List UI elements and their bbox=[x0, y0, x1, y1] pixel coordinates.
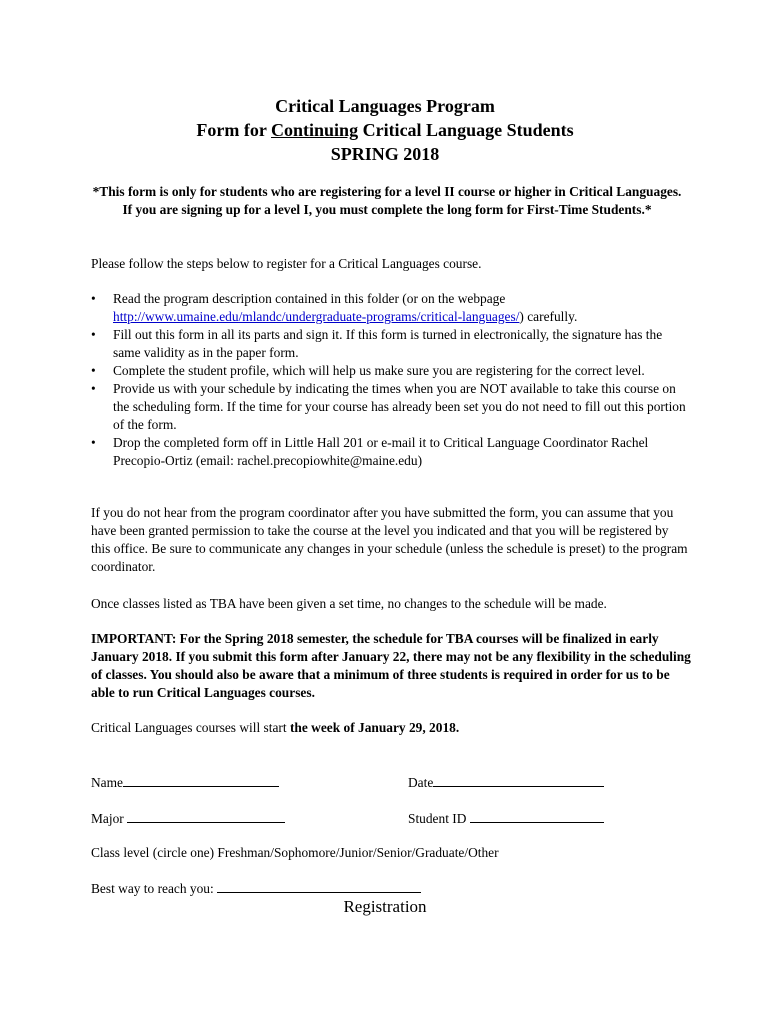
student-id-label: Student ID bbox=[408, 811, 470, 826]
level-notice: *This form is only for students who are registering for a level II course or higher in Critical Languages. If you are signing up for a level I, you must complete the long form for First-Time Students.* bbox=[92, 184, 682, 217]
important-notice: IMPORTANT: For the Spring 2018 semester, the schedule for TBA courses will be finalized in early January 2018. If you submit this form after January 22, there may not be any flexibility in the scheduling of classes. You should also be aware that a minimum of three students is required in order for us to be able to run Critical Languages courses. bbox=[91, 631, 691, 700]
intro-text: Please follow the steps below to register for a Critical Languages course. bbox=[91, 256, 482, 271]
date-label: Date bbox=[408, 775, 434, 790]
continuing-underlined: Continuing bbox=[271, 120, 359, 140]
bullet-icon: • bbox=[91, 381, 96, 396]
subtitle-suffix: Critical Language Students bbox=[358, 120, 574, 140]
program-webpage-link[interactable]: http://www.umaine.edu/mlandc/undergraduate-programs/critical-languages/ bbox=[113, 309, 520, 324]
list-item bbox=[91, 380, 691, 434]
student-id-field bbox=[408, 809, 604, 828]
tba-paragraph: Once classes listed as TBA have been given a set time, no changes to the schedule will be made. bbox=[91, 596, 607, 611]
class-level-label: Class level (circle one) bbox=[91, 845, 218, 860]
start-date: the week of January 29, 2018. bbox=[289, 720, 460, 735]
start-date-line bbox=[91, 719, 691, 737]
name-input-line[interactable] bbox=[123, 773, 279, 787]
list-item bbox=[91, 434, 691, 470]
step2-text: Fill out this form in all its parts and sign it. If this form is turned in electronically, the signature has the same validity as in the paper form. bbox=[113, 327, 663, 360]
date-input-line[interactable] bbox=[433, 773, 604, 787]
contact-field bbox=[91, 879, 421, 898]
class-level-field bbox=[91, 844, 499, 862]
list-item bbox=[91, 290, 691, 326]
start-text: Critical Languages courses will start bbox=[91, 720, 290, 735]
steps-list bbox=[91, 290, 691, 470]
semester-title: SPRING 2018 bbox=[330, 144, 440, 164]
registration-heading: Registration bbox=[343, 897, 427, 916]
step1-text: Read the program description contained in this folder (or on the webpage bbox=[113, 291, 506, 306]
major-field bbox=[91, 809, 285, 828]
program-title: Critical Languages Program bbox=[275, 96, 495, 116]
list-item bbox=[91, 362, 691, 380]
name-label: Name bbox=[91, 775, 123, 790]
step3-text: Complete the student profile, which will help us make sure you are registering for the correct level. bbox=[113, 363, 645, 378]
bullet-icon: • bbox=[91, 363, 96, 378]
contact-input-line[interactable] bbox=[217, 879, 421, 893]
form-subtitle bbox=[0, 118, 770, 142]
list-item bbox=[91, 326, 691, 362]
step5-text: Drop the completed form off in Little Hall 201 or e-mail it to Critical Language Coordinator Rachel Precopio-Ortiz (email: rachel.precopiowhite@maine.edu) bbox=[113, 435, 649, 468]
class-level-options[interactable]: Freshman/Sophomore/Junior/Senior/Graduate/Other bbox=[217, 845, 499, 860]
bullet-icon: • bbox=[91, 327, 96, 342]
major-label: Major bbox=[91, 811, 128, 826]
date-field bbox=[408, 773, 604, 792]
step1-suffix: ) carefully. bbox=[519, 309, 578, 324]
bullet-icon: • bbox=[91, 435, 96, 450]
name-field bbox=[91, 773, 279, 792]
form-title bbox=[0, 94, 770, 166]
student-id-input-line[interactable] bbox=[470, 809, 604, 823]
major-input-line[interactable] bbox=[127, 809, 285, 823]
subtitle-prefix: Form for bbox=[196, 120, 272, 140]
bullet-icon: • bbox=[91, 291, 96, 306]
step4-text: Provide us with your schedule by indicating the times when you are NOT available to take this course on the scheduling form. If the time for your course has already been set you do not need to fill out this portion of the form. bbox=[113, 381, 686, 432]
coordinator-paragraph: If you do not hear from the program coordinator after you have submitted the form, you can assume that you have been granted permission to take the course at the level you indicated and that you will be registered by this office. Be sure to communicate any changes in your schedule (unless the schedule is preset) to the program coordinator. bbox=[91, 505, 688, 574]
contact-label: Best way to reach you: bbox=[91, 881, 218, 896]
